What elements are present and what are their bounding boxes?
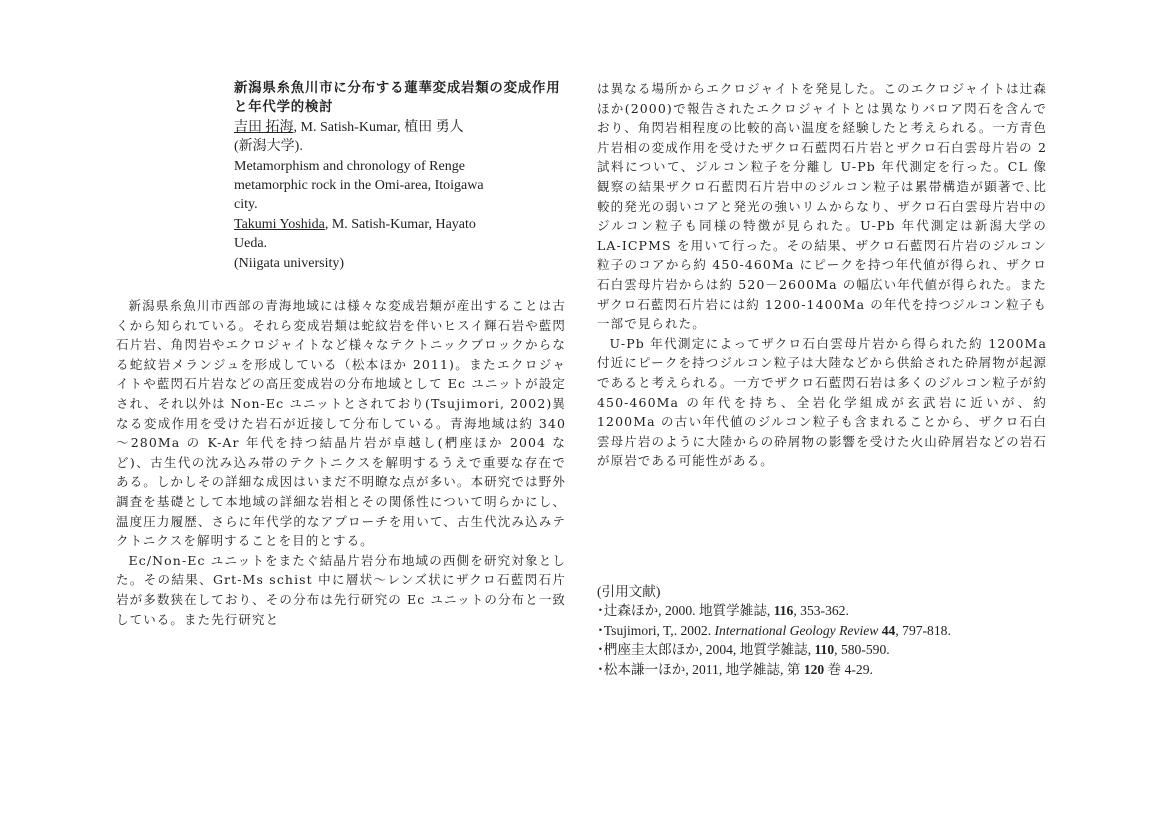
ref2-pages: , 797-818. — [895, 622, 951, 638]
ref1-volume: 116 — [773, 603, 794, 619]
reference-4 — [597, 660, 1057, 679]
title-en-line-2: metamorphic rock in the Omi-area, Itoigawa — [234, 178, 484, 194]
ref2-text: ･Tsujimori, T,. 2002. — [597, 622, 715, 638]
coauthors-en: , M. Satish-Kumar, Hayato — [324, 216, 476, 232]
body-paragraph-2-start: Ec/Non-Ec ユニットをまたぐ結晶片岩分布地域の西側を研究対象とした。その結果、Grt-Ms schist 中に層状～レンズ状にザクロ石藍閃石片岩が多数狭在しており、その分布は先行研究の Ec ユニットの分布と一致している。また先行研究と — [116, 552, 566, 627]
title-jp: 新潟県糸魚川市に分布する蓮華変成岩類の変成作用と年代学的検討 — [234, 81, 561, 116]
title-en-line-3: city. — [234, 197, 258, 213]
abstract-header — [234, 79, 574, 273]
references-heading: (引用文献) — [597, 584, 661, 599]
body-right-column — [597, 79, 1047, 471]
body-paragraph-3: U-Pb 年代測定によってザクロ石白雲母片岩から得られた約 1200Ma 付近にピークを持つジルコン粒子は大陸などから供給された砕屑物が起源であると考えられる。一方でザクロ石藍閃石岩は多くのジルコン粒子が約 450-460Ma の年代を持ち、全岩化学組成が玄武岩に近いが、約 1200Ma の古い年代値のジルコン粒子も含まれることから、ザクロ石白雲母片岩のように大陸からの砕屑物の影響を受けた火山砕屑岩などの岩石が原岩である可能性がある。 — [597, 335, 1047, 469]
affiliation-en: (Niigata university) — [234, 255, 345, 271]
reference-3 — [597, 640, 1057, 659]
ref1-pages: , 353-362. — [793, 603, 849, 619]
title-en-line-1: Metamorphism and chronology of Renge — [234, 158, 465, 174]
affiliation-jp: (新潟大学). — [234, 139, 303, 155]
reference-2 — [597, 621, 1057, 640]
authors-en — [234, 215, 574, 234]
body-left-column — [116, 296, 566, 629]
authors-en-cont: Ueda. — [234, 236, 268, 252]
presenter-jp: 吉田 拓海 — [234, 119, 294, 135]
ref3-pages: , 580-590. — [834, 642, 890, 658]
coauthors-jp: , M. Satish-Kumar, 植田 勇人 — [293, 119, 464, 135]
ref2-journal: International Geology Review — [714, 622, 879, 638]
references — [597, 582, 1057, 679]
ref2-volume: 44 — [878, 622, 896, 638]
presenter-en: Takumi Yoshida — [234, 216, 325, 232]
ref3-text: ･椚座圭太郎ほか, 2004, 地質学雑誌, — [597, 642, 815, 658]
ref4-text: ･松本謙一ほか, 2011, 地学雑誌, 第 — [597, 661, 804, 677]
body-paragraph-1: 新潟県糸魚川市西部の青海地域には様々な変成岩類が産出することは古くから知られている。それら変成岩類は蛇紋岩を伴いヒスイ輝石岩や藍閃石片岩、角閃岩やエクロジャイトなど様々なテクトニックブロックからなる蛇紋岩メランジュを形成している（松本ほか 2011)。またエクロジャイトや藍閃石片岩などの高圧変成岩の分布地域として Ec ユニットが設定され、それ以外は Non-Ec ユニットとされており(Tsujimori, 2002)異なる変成作用を受けた岩石が近接して分布している。青海地域は約 340～280Ma の K-Ar 年代を持つ結晶片岩が卓越し(椚座ほか 2004 など)、古生代の沈み込み帯のテクトニクスを解明するうえで重要な存在である。しかしその詳細な成因はいまだ不明瞭な点が多い。本研究では野外調査を基礎として本地域の詳細な岩相とその関係性について明らかにし、温度圧力履歴、さらに年代学的なアプローチを用いて、古生代沈み込みテクトニクスを解明することを目的とする。 — [116, 298, 566, 549]
ref4-volume: 120 — [803, 661, 825, 677]
ref3-volume: 110 — [814, 642, 835, 658]
reference-1 — [597, 601, 1057, 620]
ref4-pages: 巻 4-29. — [824, 661, 873, 677]
body-paragraph-2-cont: は異なる場所からエクロジャイトを発見した。このエクロジャイトは辻森ほか(2000)で報告されたエクロジャイトとは異なりバロア閃石を含んでおり、角閃岩相程度の比較的高い温度を経験したと考えられる。一方青色片岩相の変成作用を受けたザクロ石藍閃石片岩とザクロ石白雲母片岩の 2 試料について、ジルコン粒子を分離し U-Pb 年代測定を行った。CL 像観察の結果ザクロ石藍閃石片岩中のジルコン粒子は累帯構造が顕著で､比較的発光の弱いコアと発光の強いリムからなり、ザクロ石白雲母片岩中のジルコン粒子も同様の特徴が見られた。U-Pb 年代測定は新潟大学の LA-ICPMS を用いて行った。その結果、ザクロ石藍閃石片岩のジルコン粒子のコアから約 450-460Ma にピークを持つ年代値が得られ、ザクロ石白雲母片岩からは約 520－2600Ma の幅広い年代値が得られた。またザクロ石藍閃石片岩には約 1200-1400Ma の年代を持つジルコン粒子も一部で見られた。 — [597, 81, 1047, 332]
ref1-text: ･辻森ほか, 2000. 地質学雑誌, — [597, 603, 774, 619]
authors-jp — [234, 118, 574, 137]
